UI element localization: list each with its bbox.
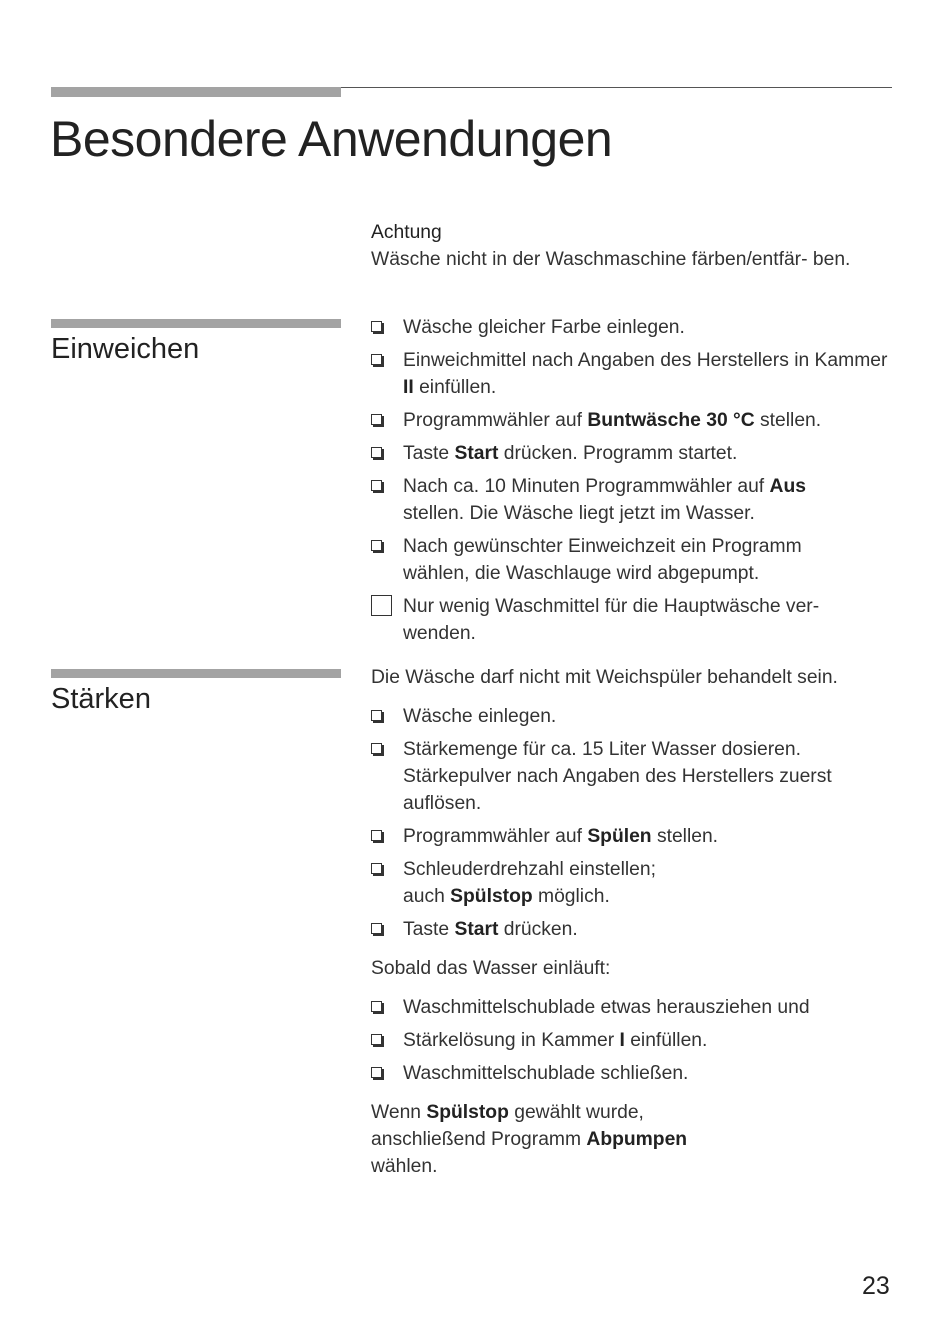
staerken-intro: Die Wäsche darf nicht mit Weichspüler behandelt sein. [371, 667, 838, 688]
staerken-steps [371, 703, 891, 943]
list-item: Taste Start drücken. Programm startet. [371, 440, 891, 467]
staerken-rule [51, 669, 341, 678]
caution-heading: Achtung [371, 222, 442, 243]
list-item: Waschmittelschublade schließen. [371, 1060, 891, 1087]
list-item: Programmwähler auf Buntwäsche 30 °C stellen. [371, 407, 891, 434]
staerken-title: Stärken [51, 683, 151, 715]
title-rule-thick [51, 87, 341, 97]
einweichen-content [371, 314, 891, 647]
list-item: Nach gewünschter Einweichzeit ein Programm wählen, die Waschlauge wird abgepumpt. [371, 533, 863, 587]
caution-block [371, 219, 891, 273]
staerken-steps-2 [371, 994, 891, 1087]
einweichen-title: Einweichen [51, 333, 200, 365]
list-item: Waschmittelschublade etwas herausziehen und [371, 994, 891, 1021]
einweichen-steps [371, 314, 891, 647]
checkbox-bullet-icon [371, 321, 382, 332]
water-text: Sobald das Wasser einläuft: [371, 958, 611, 979]
list-item: Wäsche einlegen. [371, 703, 891, 730]
list-item: Schleuderdrehzahl einstellen; auch Spülstop möglich. [371, 856, 703, 910]
einweichen-rule [51, 319, 341, 328]
list-item: Nach ca. 10 Minuten Programmwähler auf Aus stellen. Die Wäsche liegt jetzt im Wasser. [371, 473, 863, 527]
note-box-icon [371, 595, 392, 616]
caution-text: Wäsche nicht in der Waschmaschine färben/entfär- ben. [371, 249, 851, 270]
checkbox-bullet-icon [371, 354, 382, 365]
title-rule-thin [341, 87, 892, 88]
list-item: Stärkemenge für ca. 15 Liter Wasser dosieren. Stärkepulver nach Angaben des Herstellers zuerst auflösen. [371, 736, 891, 817]
list-item: Taste Start drücken. [371, 916, 891, 943]
checkbox-bullet-icon [371, 1001, 382, 1012]
checkbox-bullet-icon [371, 830, 382, 841]
list-item: Einweichmittel nach Angaben des Herstellers in Kammer II einfüllen. [371, 347, 891, 401]
page-title: Besondere Anwendungen [50, 111, 613, 167]
checkbox-bullet-icon [371, 710, 382, 721]
checkbox-bullet-icon [371, 540, 382, 551]
checkbox-bullet-icon [371, 1034, 382, 1045]
list-item: Programmwähler auf Spülen stellen. [371, 823, 891, 850]
list-item: Stärkelösung in Kammer I einfüllen. [371, 1027, 891, 1054]
checkbox-bullet-icon [371, 414, 382, 425]
page-number: 23 [862, 1272, 890, 1300]
checkbox-bullet-icon [371, 480, 382, 491]
checkbox-bullet-icon [371, 1067, 382, 1078]
checkbox-bullet-icon [371, 863, 382, 874]
checkbox-bullet-icon [371, 447, 382, 458]
note-item: Nur wenig Waschmittel für die Hauptwäsche ver- wenden. [371, 593, 883, 647]
checkbox-bullet-icon [371, 743, 382, 754]
final-text: Wenn Spülstop gewählt wurde, anschließend Programm Abpumpen wählen. [371, 1102, 688, 1177]
list-item: Wäsche gleicher Farbe einlegen. [371, 314, 891, 341]
staerken-content [371, 664, 891, 1180]
checkbox-bullet-icon [371, 923, 382, 934]
